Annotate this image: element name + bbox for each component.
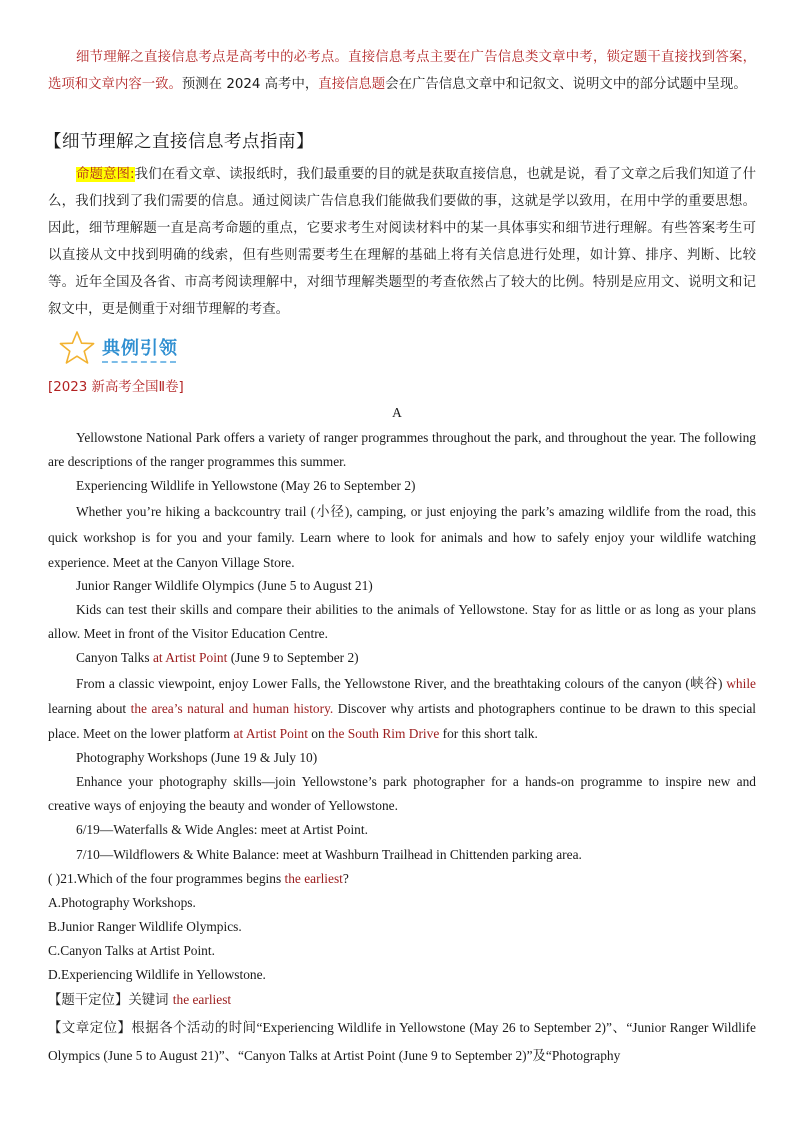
title3-a: Canyon Talks	[76, 650, 153, 665]
p4-b: while	[726, 676, 756, 691]
p4-i: for this short talk.	[439, 726, 538, 741]
option-b: B.Junior Ranger Wildlife Olympics.	[48, 919, 242, 934]
passage-p1: Yellowstone National Park offers a variety of ranger programmes throughout the park, and throughout the year. The following are descriptions of the ranger programmes this summer.	[48, 430, 756, 469]
intro-part3: 预测在 2024 高考中，	[181, 77, 319, 92]
programme-title-4: Photography Workshops (June 19 & July 10)	[76, 750, 318, 765]
intent-text: 我们在看文章、读报纸时，我们最重要的目的就是获取直接信息，也就是说，看了文章之后我们知道了什么，我们找到了我们需要的信息。通过阅读广告信息我们能做我们要做的事，这就是学以致用，在用中学的重要思想。因此，细节理解题一直是高考命题的重点，它要求考生对阅读材料中的某一具体事实和细节进行理解。有些答案考生可以直接从文中找到明确的线索，但有些则需要考生在理解的基础上将有关信息进行处理，如计算、排序、判断、比较等。近年全国及各省、市高考阅读理解中，对细节理解类题型的考查依然占了较大的比例。特别是应用文、说明文和记叙文中，更是侧重于对细节理解的考查。	[48, 167, 757, 317]
programme-title-3	[48, 646, 756, 670]
option-d: D.Experiencing Wildlife in Yellowstone.	[48, 967, 266, 982]
p4-h: the South Rim Drive	[328, 726, 440, 741]
intent-label: 命题意图:	[76, 167, 135, 182]
programme-title-1: Experiencing Wildlife in Yellowstone (May 26 to September 2)	[76, 478, 416, 493]
star-icon	[58, 330, 96, 366]
passage-p3: Kids can test their skills and compare their abilities to the animals of Yellowstone. Stay for as little or as long as your plans allow. Meet in front of the Visitor Education Centre.	[48, 602, 756, 641]
passage-letter: A	[392, 405, 402, 420]
stem-keyword: the earliest	[284, 871, 343, 886]
schedule-1: 6/19—Waterfalls & Wide Angles: meet at Artist Point.	[76, 822, 368, 837]
locate-label: 【题干定位】关键词	[48, 993, 173, 1008]
source-label: [2023 新高考全国Ⅱ卷]	[48, 380, 184, 395]
intro-part1: 细节理解之直接信息考点是高考中的必考点。	[76, 50, 349, 65]
example-label: 典例引领	[102, 338, 178, 359]
intent-paragraph	[48, 161, 756, 323]
locate-line	[48, 988, 756, 1013]
p4-d: the area’s natural and human history.	[130, 701, 334, 716]
passage-p2: Whether you’re hiking a backcountry trail (小径), camping, or just enjoying the park’s amazing wildlife from the road, this quick workshop is for you and your family. Learn where to look for animals and how to safely enjoy your wildlife watching experience. Meet at the Canyon Village Store.	[48, 504, 756, 570]
intro-paragraph	[48, 44, 756, 98]
title3-c: (June 9 to September 2)	[227, 650, 359, 665]
programme-title-2: Junior Ranger Wildlife Olympics (June 5 to August 21)	[76, 578, 373, 593]
p4-a: From a classic viewpoint, enjoy Lower Falls, the Yellowstone River, and the breathtaking colours of the canyon (峡谷)	[76, 676, 727, 691]
schedule-2: 7/10—Wildflowers & White Balance: meet at Washburn Trailhead in Chittenden parking area.	[76, 847, 582, 862]
guide-heading: 【细节理解之直接信息考点指南】	[44, 132, 314, 152]
passage-p4	[48, 671, 756, 746]
text-locate-paragraph	[48, 1014, 756, 1070]
example-banner	[58, 330, 178, 364]
p4-e: Discover why artists and photographers continue to be drawn to this special place. Meet on the lower platform	[48, 701, 757, 741]
option-a: A.Photography Workshops.	[48, 895, 196, 910]
text-locate-text: 根据各个活动的时间“Experiencing Wildlife in Yellowstone (May 26 to September 2)”、“Junior Ranger Wildlife Olympics (June 5 to August 21)”、“Canyon Talks at Artist Point (June 9 to September 2)”及“Photography	[48, 1020, 757, 1063]
text-locate-label: 【文章定位】	[48, 1021, 132, 1036]
p4-g: on	[307, 726, 329, 741]
intro-part4: 直接信息题	[318, 77, 386, 92]
question-stem	[48, 867, 756, 891]
intro-part5: 会在广告信息文章中和记叙文、说明文中的部分试题中呈现。	[385, 77, 747, 92]
title3-b: at Artist Point	[152, 650, 228, 665]
stem-a: ( )21.Which of the four programmes begins	[48, 871, 285, 886]
example-underline	[102, 361, 176, 363]
passage-p5: Enhance your photography skills—join Yellowstone’s park photographer for a hands-on programme to inspire new and creative ways of enjoying the beauty and wonder of Yellowstone.	[48, 774, 756, 813]
stem-c: ?	[342, 871, 349, 886]
option-c: C.Canyon Talks at Artist Point.	[48, 943, 215, 958]
p4-c: learning about	[48, 701, 131, 716]
locate-keyword: the earliest	[172, 992, 232, 1007]
intro-part2: 直接信息考点主要在广告信息类文章中考，锁定题干直接找到答案，选项和文章内容一致。	[48, 50, 757, 92]
p4-f: at Artist Point	[233, 726, 308, 741]
